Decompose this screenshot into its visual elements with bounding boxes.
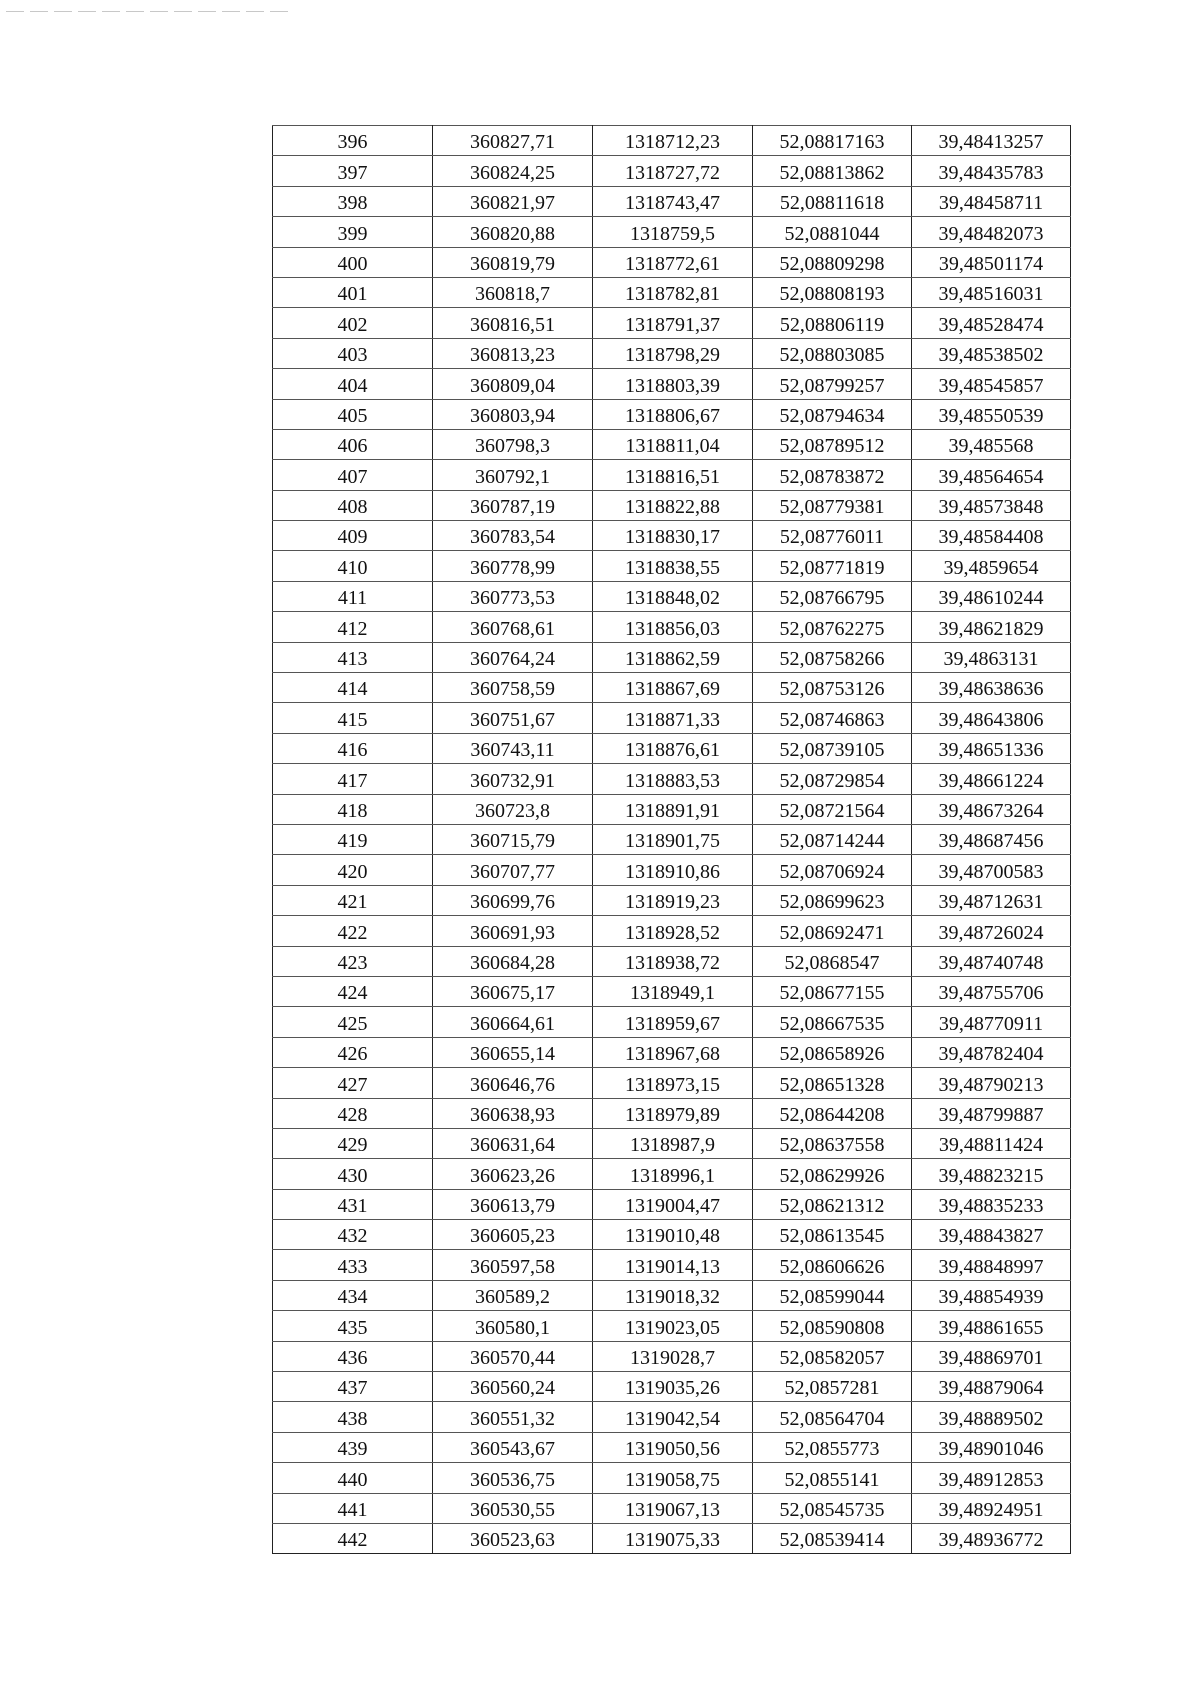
latitude-cell: 52,08794634 (753, 399, 912, 429)
latitude-cell: 52,08613545 (753, 1220, 912, 1250)
longitude-cell: 39,48740748 (912, 946, 1071, 976)
latitude-cell: 52,08817163 (753, 126, 912, 156)
x-coordinate-cell: 360560,24 (433, 1372, 593, 1402)
table-row (273, 1037, 1071, 1067)
longitude-cell: 39,48854939 (912, 1280, 1071, 1310)
y-coordinate-cell: 1318848,02 (593, 581, 753, 611)
latitude-cell: 52,08582057 (753, 1341, 912, 1371)
longitude-cell: 39,48661224 (912, 764, 1071, 794)
x-coordinate-cell: 360824,25 (433, 156, 593, 186)
x-coordinate-cell: 360536,75 (433, 1463, 593, 1493)
latitude-cell: 52,08771819 (753, 551, 912, 581)
longitude-cell: 39,48799887 (912, 1098, 1071, 1128)
point-number-cell: 403 (273, 338, 433, 368)
point-number-cell: 429 (273, 1128, 433, 1158)
x-coordinate-cell: 360631,64 (433, 1128, 593, 1158)
y-coordinate-cell: 1318822,88 (593, 490, 753, 520)
table-row (273, 1068, 1071, 1098)
table-row (273, 1523, 1071, 1553)
point-number-cell: 435 (273, 1311, 433, 1341)
y-coordinate-cell: 1318782,81 (593, 277, 753, 307)
x-coordinate-cell: 360816,51 (433, 308, 593, 338)
point-number-cell: 426 (273, 1037, 433, 1067)
table-row (273, 399, 1071, 429)
latitude-cell: 52,08808193 (753, 277, 912, 307)
table-row (273, 369, 1071, 399)
x-coordinate-cell: 360819,79 (433, 247, 593, 277)
x-coordinate-cell: 360723,8 (433, 794, 593, 824)
x-coordinate-cell: 360646,76 (433, 1068, 593, 1098)
y-coordinate-cell: 1318759,5 (593, 217, 753, 247)
longitude-cell: 39,48879064 (912, 1372, 1071, 1402)
table-row (273, 460, 1071, 490)
table-row (273, 1402, 1071, 1432)
longitude-cell: 39,4863131 (912, 642, 1071, 672)
x-coordinate-cell: 360813,23 (433, 338, 593, 368)
x-coordinate-cell: 360589,2 (433, 1280, 593, 1310)
table-row (273, 581, 1071, 611)
point-number-cell: 422 (273, 916, 433, 946)
y-coordinate-cell: 1319035,26 (593, 1372, 753, 1402)
table-row (273, 673, 1071, 703)
point-number-cell: 408 (273, 490, 433, 520)
y-coordinate-cell: 1318838,55 (593, 551, 753, 581)
point-number-cell: 424 (273, 976, 433, 1006)
x-coordinate-cell: 360792,1 (433, 460, 593, 490)
latitude-cell: 52,08746863 (753, 703, 912, 733)
point-number-cell: 425 (273, 1007, 433, 1037)
point-number-cell: 436 (273, 1341, 433, 1371)
latitude-cell: 52,0855773 (753, 1432, 912, 1462)
longitude-cell: 39,48924951 (912, 1493, 1071, 1523)
point-number-cell: 410 (273, 551, 433, 581)
longitude-cell: 39,485568 (912, 429, 1071, 459)
longitude-cell: 39,48573848 (912, 490, 1071, 520)
y-coordinate-cell: 1318938,72 (593, 946, 753, 976)
scan-artifact-line (6, 11, 292, 12)
longitude-cell: 39,48835233 (912, 1189, 1071, 1219)
point-number-cell: 405 (273, 399, 433, 429)
y-coordinate-cell: 1318816,51 (593, 460, 753, 490)
latitude-cell: 52,08621312 (753, 1189, 912, 1219)
point-number-cell: 420 (273, 855, 433, 885)
longitude-cell: 39,48550539 (912, 399, 1071, 429)
point-number-cell: 411 (273, 581, 433, 611)
longitude-cell: 39,48901046 (912, 1432, 1071, 1462)
latitude-cell: 52,08667535 (753, 1007, 912, 1037)
x-coordinate-cell: 360798,3 (433, 429, 593, 459)
latitude-cell: 52,08753126 (753, 673, 912, 703)
y-coordinate-cell: 1318856,03 (593, 612, 753, 642)
table-row (273, 1311, 1071, 1341)
y-coordinate-cell: 1318987,9 (593, 1128, 753, 1158)
x-coordinate-cell: 360827,71 (433, 126, 593, 156)
y-coordinate-cell: 1318901,75 (593, 824, 753, 854)
latitude-cell: 52,08776011 (753, 521, 912, 551)
point-number-cell: 421 (273, 885, 433, 915)
y-coordinate-cell: 1318871,33 (593, 703, 753, 733)
x-coordinate-cell: 360732,91 (433, 764, 593, 794)
point-number-cell: 434 (273, 1280, 433, 1310)
x-coordinate-cell: 360707,77 (433, 855, 593, 885)
point-number-cell: 437 (273, 1372, 433, 1402)
latitude-cell: 52,08590808 (753, 1311, 912, 1341)
x-coordinate-cell: 360818,7 (433, 277, 593, 307)
latitude-cell: 52,08766795 (753, 581, 912, 611)
longitude-cell: 39,48545857 (912, 369, 1071, 399)
point-number-cell: 432 (273, 1220, 433, 1250)
y-coordinate-cell: 1318712,23 (593, 126, 753, 156)
latitude-cell: 52,08811618 (753, 186, 912, 216)
longitude-cell: 39,48869701 (912, 1341, 1071, 1371)
table-row (273, 824, 1071, 854)
longitude-cell: 39,48848997 (912, 1250, 1071, 1280)
y-coordinate-cell: 1318973,15 (593, 1068, 753, 1098)
table-row (273, 642, 1071, 672)
table-row (273, 1098, 1071, 1128)
y-coordinate-cell: 1318867,69 (593, 673, 753, 703)
table-row (273, 1341, 1071, 1371)
latitude-cell: 52,0857281 (753, 1372, 912, 1402)
latitude-cell: 52,08644208 (753, 1098, 912, 1128)
y-coordinate-cell: 1318967,68 (593, 1037, 753, 1067)
latitude-cell: 52,08789512 (753, 429, 912, 459)
point-number-cell: 417 (273, 764, 433, 794)
y-coordinate-cell: 1319023,05 (593, 1311, 753, 1341)
table-row (273, 1159, 1071, 1189)
y-coordinate-cell: 1319028,7 (593, 1341, 753, 1371)
longitude-cell: 39,48643806 (912, 703, 1071, 733)
point-number-cell: 419 (273, 824, 433, 854)
longitude-cell: 39,48687456 (912, 824, 1071, 854)
x-coordinate-cell: 360605,23 (433, 1220, 593, 1250)
y-coordinate-cell: 1318928,52 (593, 916, 753, 946)
y-coordinate-cell: 1318949,1 (593, 976, 753, 1006)
y-coordinate-cell: 1319018,32 (593, 1280, 753, 1310)
table-row (273, 1220, 1071, 1250)
point-number-cell: 427 (273, 1068, 433, 1098)
latitude-cell: 52,08762275 (753, 612, 912, 642)
longitude-cell: 39,48516031 (912, 277, 1071, 307)
y-coordinate-cell: 1319050,56 (593, 1432, 753, 1462)
latitude-cell: 52,08813862 (753, 156, 912, 186)
longitude-cell: 39,48726024 (912, 916, 1071, 946)
latitude-cell: 52,08677155 (753, 976, 912, 1006)
y-coordinate-cell: 1318883,53 (593, 764, 753, 794)
table-row (273, 1250, 1071, 1280)
y-coordinate-cell: 1319042,54 (593, 1402, 753, 1432)
table-row (273, 521, 1071, 551)
y-coordinate-cell: 1318919,23 (593, 885, 753, 915)
longitude-cell: 39,48528474 (912, 308, 1071, 338)
table-row (273, 551, 1071, 581)
latitude-cell: 52,08699623 (753, 885, 912, 915)
table-row (273, 1007, 1071, 1037)
point-number-cell: 439 (273, 1432, 433, 1462)
x-coordinate-cell: 360613,79 (433, 1189, 593, 1219)
latitude-cell: 52,08545735 (753, 1493, 912, 1523)
coordinates-table (272, 125, 1071, 1554)
longitude-cell: 39,48610244 (912, 581, 1071, 611)
latitude-cell: 52,08779381 (753, 490, 912, 520)
longitude-cell: 39,48770911 (912, 1007, 1071, 1037)
x-coordinate-cell: 360530,55 (433, 1493, 593, 1523)
x-coordinate-cell: 360783,54 (433, 521, 593, 551)
longitude-cell: 39,48651336 (912, 733, 1071, 763)
latitude-cell: 52,0868547 (753, 946, 912, 976)
table-row (273, 794, 1071, 824)
longitude-cell: 39,48538502 (912, 338, 1071, 368)
table-row (273, 156, 1071, 186)
latitude-cell: 52,08651328 (753, 1068, 912, 1098)
latitude-cell: 52,0855141 (753, 1463, 912, 1493)
x-coordinate-cell: 360691,93 (433, 916, 593, 946)
point-number-cell: 412 (273, 612, 433, 642)
x-coordinate-cell: 360758,59 (433, 673, 593, 703)
latitude-cell: 52,08806119 (753, 308, 912, 338)
point-number-cell: 401 (273, 277, 433, 307)
point-number-cell: 438 (273, 1402, 433, 1432)
x-coordinate-cell: 360523,63 (433, 1523, 593, 1553)
point-number-cell: 418 (273, 794, 433, 824)
y-coordinate-cell: 1318743,47 (593, 186, 753, 216)
y-coordinate-cell: 1318959,67 (593, 1007, 753, 1037)
x-coordinate-cell: 360664,61 (433, 1007, 593, 1037)
x-coordinate-cell: 360623,26 (433, 1159, 593, 1189)
y-coordinate-cell: 1319014,13 (593, 1250, 753, 1280)
y-coordinate-cell: 1318891,91 (593, 794, 753, 824)
x-coordinate-cell: 360551,32 (433, 1402, 593, 1432)
x-coordinate-cell: 360684,28 (433, 946, 593, 976)
table-row (273, 277, 1071, 307)
x-coordinate-cell: 360768,61 (433, 612, 593, 642)
point-number-cell: 406 (273, 429, 433, 459)
longitude-cell: 39,48482073 (912, 217, 1071, 247)
coordinates-table-body (273, 126, 1071, 1554)
longitude-cell: 39,48755706 (912, 976, 1071, 1006)
latitude-cell: 52,08739105 (753, 733, 912, 763)
x-coordinate-cell: 360787,19 (433, 490, 593, 520)
longitude-cell: 39,48458711 (912, 186, 1071, 216)
point-number-cell: 440 (273, 1463, 433, 1493)
table-row (273, 916, 1071, 946)
table-row (273, 186, 1071, 216)
longitude-cell: 39,48638636 (912, 673, 1071, 703)
table-row (273, 1372, 1071, 1402)
latitude-cell: 52,08539414 (753, 1523, 912, 1553)
x-coordinate-cell: 360699,76 (433, 885, 593, 915)
x-coordinate-cell: 360743,11 (433, 733, 593, 763)
point-number-cell: 402 (273, 308, 433, 338)
latitude-cell: 52,08706924 (753, 855, 912, 885)
longitude-cell: 39,48564654 (912, 460, 1071, 490)
table-row (273, 126, 1071, 156)
table-row (273, 217, 1071, 247)
longitude-cell: 39,48413257 (912, 126, 1071, 156)
longitude-cell: 39,4859654 (912, 551, 1071, 581)
y-coordinate-cell: 1319010,48 (593, 1220, 753, 1250)
point-number-cell: 399 (273, 217, 433, 247)
x-coordinate-cell: 360751,67 (433, 703, 593, 733)
table-row (273, 976, 1071, 1006)
y-coordinate-cell: 1319058,75 (593, 1463, 753, 1493)
latitude-cell: 52,08629926 (753, 1159, 912, 1189)
point-number-cell: 407 (273, 460, 433, 490)
point-number-cell: 442 (273, 1523, 433, 1553)
longitude-cell: 39,48782404 (912, 1037, 1071, 1067)
longitude-cell: 39,48621829 (912, 612, 1071, 642)
y-coordinate-cell: 1318996,1 (593, 1159, 753, 1189)
table-row (273, 338, 1071, 368)
latitude-cell: 52,08606626 (753, 1250, 912, 1280)
table-row (273, 946, 1071, 976)
longitude-cell: 39,48889502 (912, 1402, 1071, 1432)
longitude-cell: 39,48861655 (912, 1311, 1071, 1341)
table-row (273, 1463, 1071, 1493)
x-coordinate-cell: 360778,99 (433, 551, 593, 581)
longitude-cell: 39,48700583 (912, 855, 1071, 885)
table-row (273, 1493, 1071, 1523)
x-coordinate-cell: 360821,97 (433, 186, 593, 216)
point-number-cell: 404 (273, 369, 433, 399)
y-coordinate-cell: 1319075,33 (593, 1523, 753, 1553)
latitude-cell: 52,0881044 (753, 217, 912, 247)
latitude-cell: 52,08783872 (753, 460, 912, 490)
x-coordinate-cell: 360809,04 (433, 369, 593, 399)
x-coordinate-cell: 360715,79 (433, 824, 593, 854)
longitude-cell: 39,48712631 (912, 885, 1071, 915)
longitude-cell: 39,48811424 (912, 1128, 1071, 1158)
point-number-cell: 415 (273, 703, 433, 733)
latitude-cell: 52,08799257 (753, 369, 912, 399)
table-row (273, 733, 1071, 763)
table-row (273, 1128, 1071, 1158)
point-number-cell: 428 (273, 1098, 433, 1128)
table-row (273, 308, 1071, 338)
latitude-cell: 52,08714244 (753, 824, 912, 854)
point-number-cell: 433 (273, 1250, 433, 1280)
point-number-cell: 416 (273, 733, 433, 763)
table-row (273, 490, 1071, 520)
point-number-cell: 397 (273, 156, 433, 186)
longitude-cell: 39,48823215 (912, 1159, 1071, 1189)
x-coordinate-cell: 360597,58 (433, 1250, 593, 1280)
x-coordinate-cell: 360803,94 (433, 399, 593, 429)
latitude-cell: 52,08803085 (753, 338, 912, 368)
table-row (273, 1280, 1071, 1310)
y-coordinate-cell: 1318910,86 (593, 855, 753, 885)
longitude-cell: 39,48673264 (912, 794, 1071, 824)
latitude-cell: 52,08721564 (753, 794, 912, 824)
latitude-cell: 52,08809298 (753, 247, 912, 277)
x-coordinate-cell: 360773,53 (433, 581, 593, 611)
point-number-cell: 431 (273, 1189, 433, 1219)
point-number-cell: 414 (273, 673, 433, 703)
table-row (273, 855, 1071, 885)
y-coordinate-cell: 1318876,61 (593, 733, 753, 763)
longitude-cell: 39,48843827 (912, 1220, 1071, 1250)
point-number-cell: 396 (273, 126, 433, 156)
y-coordinate-cell: 1318811,04 (593, 429, 753, 459)
latitude-cell: 52,08658926 (753, 1037, 912, 1067)
y-coordinate-cell: 1318803,39 (593, 369, 753, 399)
x-coordinate-cell: 360543,67 (433, 1432, 593, 1462)
point-number-cell: 398 (273, 186, 433, 216)
table-row (273, 1189, 1071, 1219)
x-coordinate-cell: 360675,17 (433, 976, 593, 1006)
longitude-cell: 39,48790213 (912, 1068, 1071, 1098)
latitude-cell: 52,08599044 (753, 1280, 912, 1310)
table-row (273, 247, 1071, 277)
latitude-cell: 52,08692471 (753, 916, 912, 946)
x-coordinate-cell: 360580,1 (433, 1311, 593, 1341)
y-coordinate-cell: 1318979,89 (593, 1098, 753, 1128)
y-coordinate-cell: 1318830,17 (593, 521, 753, 551)
table-row (273, 612, 1071, 642)
latitude-cell: 52,08758266 (753, 642, 912, 672)
longitude-cell: 39,48584408 (912, 521, 1071, 551)
y-coordinate-cell: 1318806,67 (593, 399, 753, 429)
table-row (273, 764, 1071, 794)
y-coordinate-cell: 1318798,29 (593, 338, 753, 368)
point-number-cell: 409 (273, 521, 433, 551)
x-coordinate-cell: 360570,44 (433, 1341, 593, 1371)
y-coordinate-cell: 1318791,37 (593, 308, 753, 338)
point-number-cell: 441 (273, 1493, 433, 1523)
table-row (273, 885, 1071, 915)
table-row (273, 1432, 1071, 1462)
y-coordinate-cell: 1319067,13 (593, 1493, 753, 1523)
y-coordinate-cell: 1319004,47 (593, 1189, 753, 1219)
x-coordinate-cell: 360655,14 (433, 1037, 593, 1067)
latitude-cell: 52,08637558 (753, 1128, 912, 1158)
y-coordinate-cell: 1318862,59 (593, 642, 753, 672)
point-number-cell: 400 (273, 247, 433, 277)
point-number-cell: 423 (273, 946, 433, 976)
longitude-cell: 39,48936772 (912, 1523, 1071, 1553)
point-number-cell: 430 (273, 1159, 433, 1189)
table-row (273, 703, 1071, 733)
table-row (273, 429, 1071, 459)
latitude-cell: 52,08729854 (753, 764, 912, 794)
x-coordinate-cell: 360764,24 (433, 642, 593, 672)
point-number-cell: 413 (273, 642, 433, 672)
x-coordinate-cell: 360638,93 (433, 1098, 593, 1128)
longitude-cell: 39,48501174 (912, 247, 1071, 277)
y-coordinate-cell: 1318727,72 (593, 156, 753, 186)
x-coordinate-cell: 360820,88 (433, 217, 593, 247)
latitude-cell: 52,08564704 (753, 1402, 912, 1432)
y-coordinate-cell: 1318772,61 (593, 247, 753, 277)
longitude-cell: 39,48912853 (912, 1463, 1071, 1493)
longitude-cell: 39,48435783 (912, 156, 1071, 186)
